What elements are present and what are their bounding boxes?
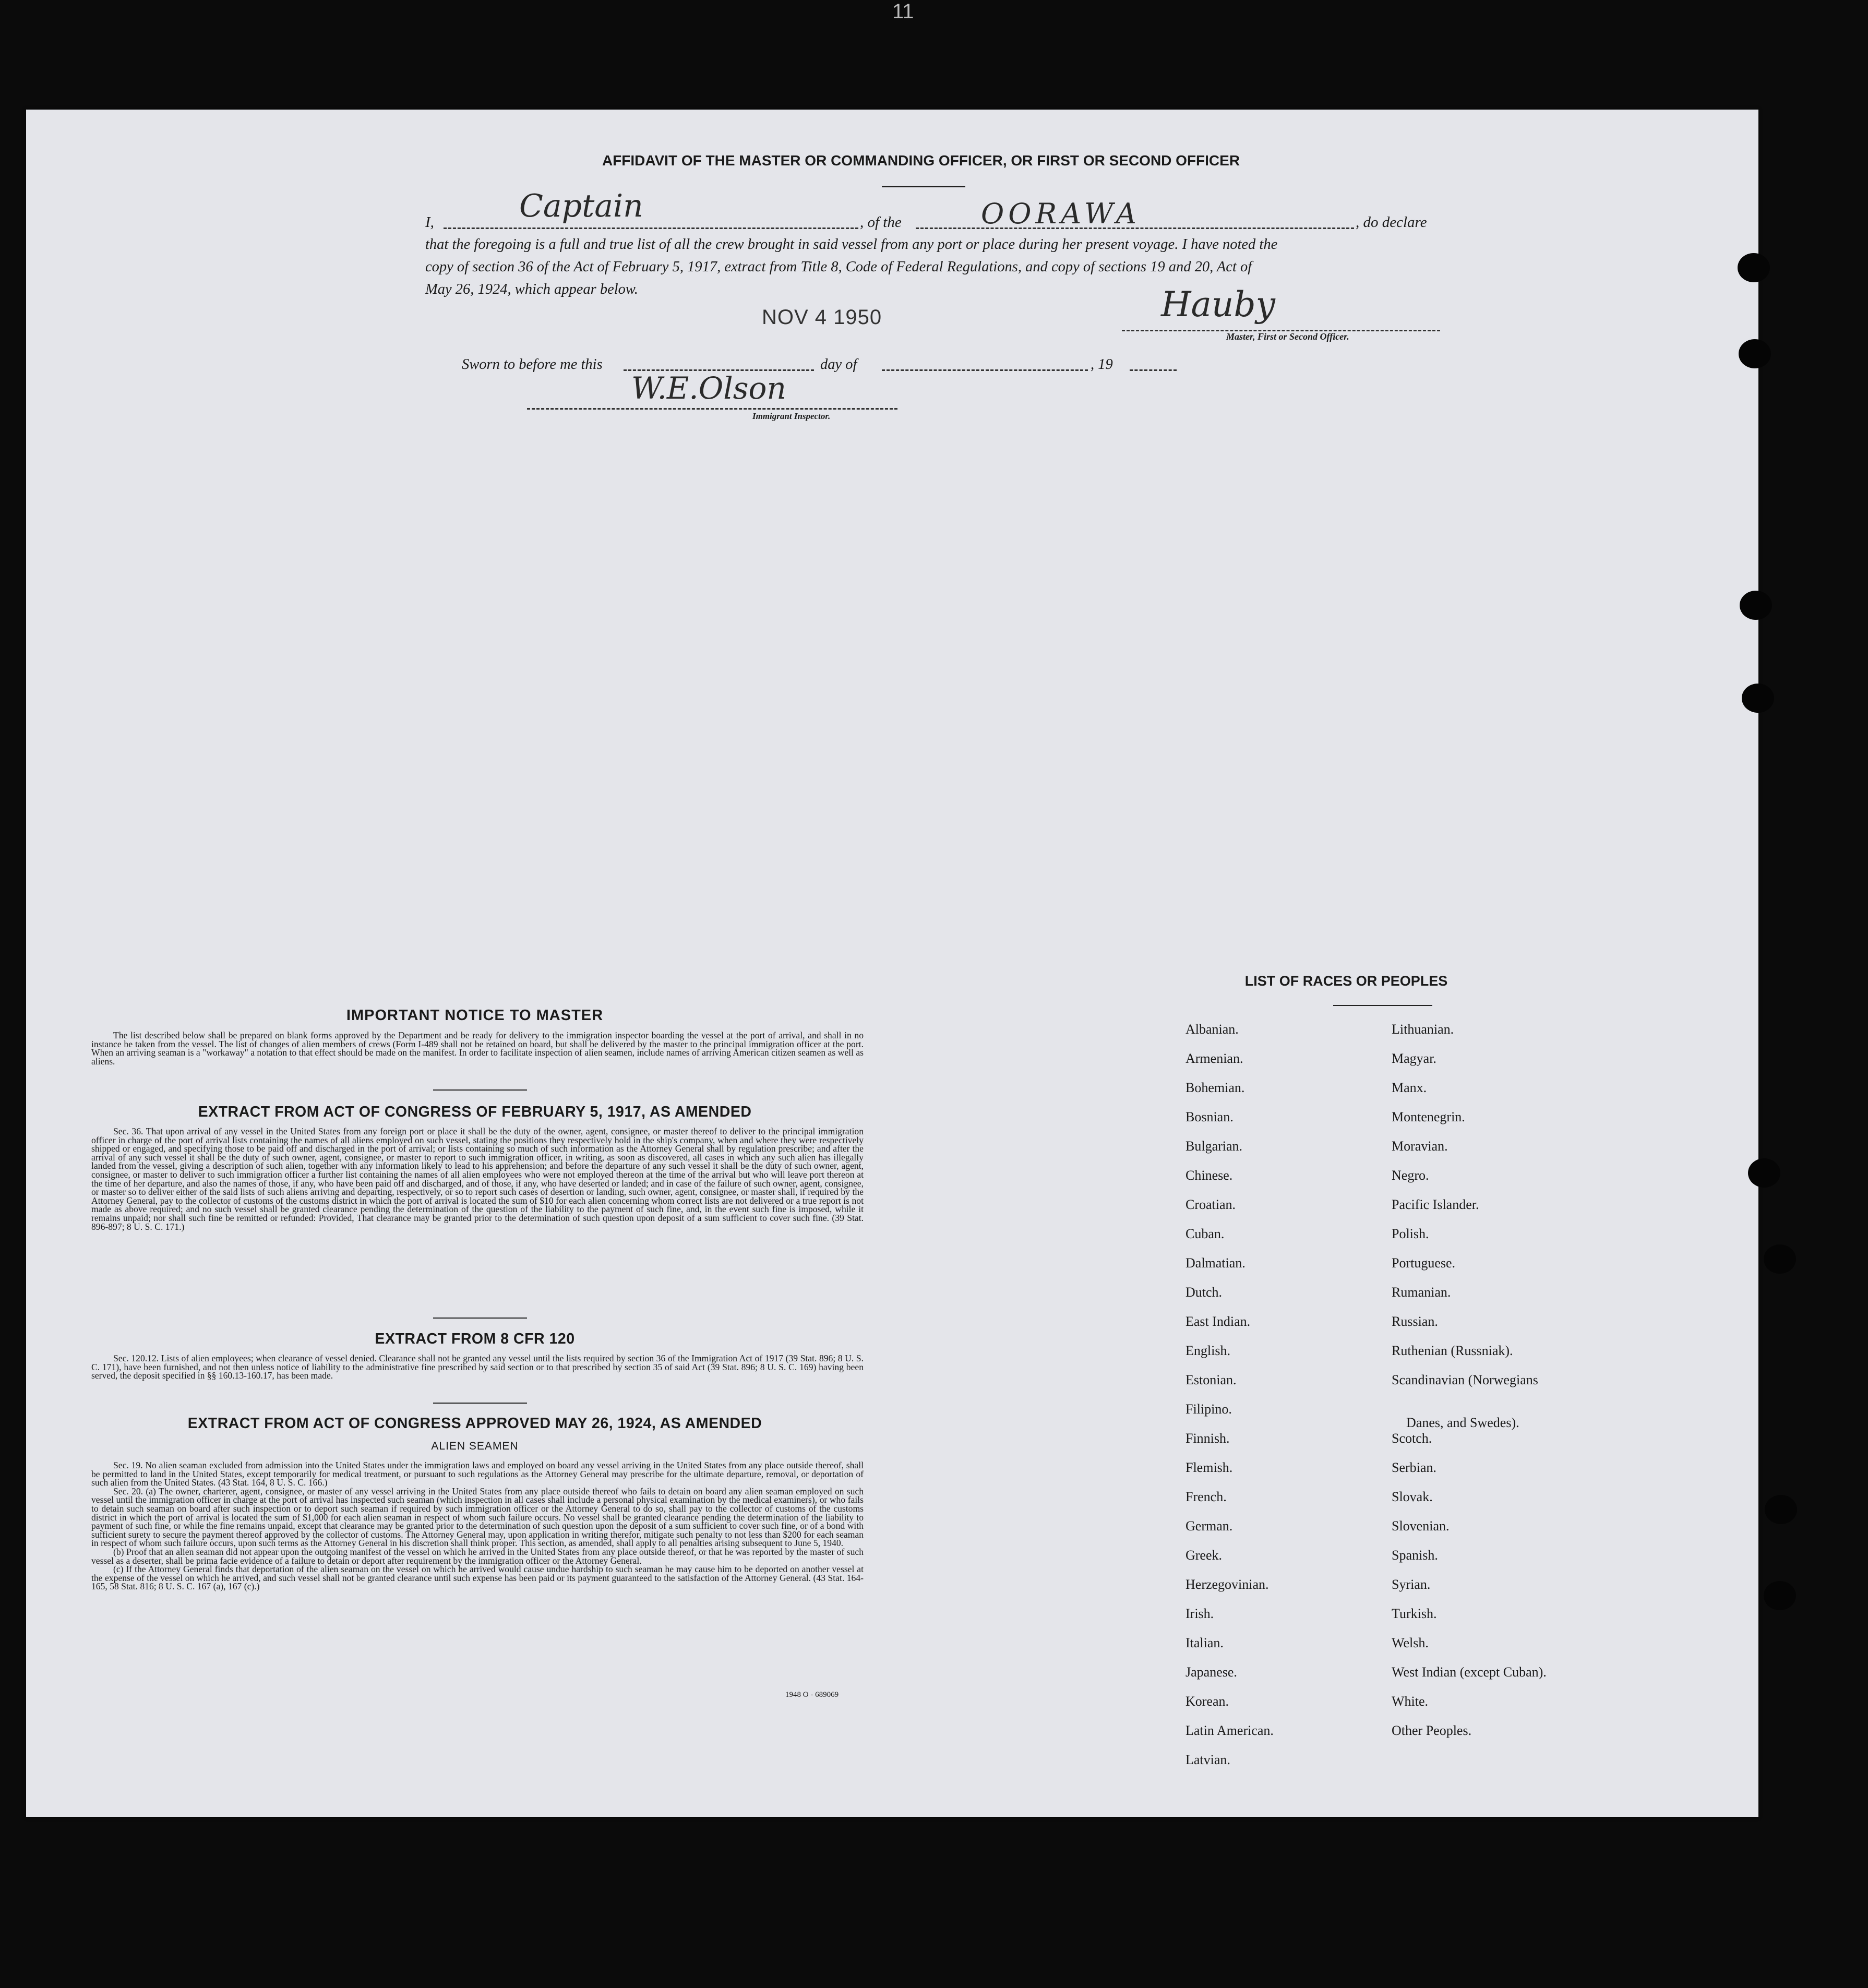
race-item: Moravian. (1392, 1139, 1448, 1154)
race-item: Russian. (1392, 1314, 1438, 1329)
race-item: Albanian. (1186, 1022, 1239, 1037)
race-item: Manx. (1392, 1080, 1427, 1095)
extract-1924-title: EXTRACT FROM ACT OF CONGRESS APPROVED MAY 26, 1924, AS AMENDED (187, 1415, 762, 1432)
year-label: , 19 (1091, 356, 1113, 373)
sworn-year-line (1130, 369, 1177, 371)
extract-cfr-title: EXTRACT FROM 8 CFR 120 (375, 1331, 575, 1347)
punch-hole (1739, 339, 1771, 368)
section-20c-paragraph: (c) If the Attorney General finds that deportation of the alien seaman on the vessel on which he arrived would cause undue hardship to such seaman he may cause him to be deported on another vessel at the expense of the vessel on which he arrived, and such vessel shall not be granted clearance until such expense has been paid or its payment guaranteed to the satisfaction of the Attorney General. (43 Stat. 164-165, 58 Stat. 816; 8 U. S. C. 167 (a), 167 (c).) (91, 1564, 864, 1592)
race-item: Latin American. (1186, 1723, 1274, 1738)
race-item: Portuguese. (1392, 1255, 1456, 1271)
day-of-label: day of (820, 356, 857, 373)
extract-1917-text (91, 1127, 864, 1231)
punch-hole (1764, 1581, 1796, 1610)
race-item: Montenegrin. (1392, 1109, 1465, 1124)
document-page (26, 110, 1758, 1817)
vessel-handwritten: OORAWA (981, 197, 1141, 230)
race-item: Japanese. (1186, 1664, 1237, 1680)
race-item: Scotch. (1392, 1431, 1432, 1446)
master-label: Master, First or Second Officer. (1226, 331, 1349, 342)
race-item: West Indian (except Cuban). (1392, 1664, 1547, 1680)
race-item: Turkish. (1392, 1606, 1437, 1621)
extract-cfr-divider (433, 1403, 527, 1404)
race-item: Syrian. (1392, 1577, 1431, 1592)
print-code: 1948 O - 689069 (785, 1691, 839, 1699)
extract-cfr-text (91, 1354, 864, 1380)
punch-hole (1765, 1495, 1797, 1524)
race-item: Slovak. (1392, 1489, 1433, 1504)
race-item: Greek. (1186, 1548, 1223, 1563)
race-item: Polish. (1392, 1226, 1429, 1241)
race-item: White. (1392, 1694, 1429, 1709)
race-item: Bosnian. (1186, 1109, 1234, 1124)
punch-hole (1742, 684, 1774, 713)
race-item: Herzegovinian. (1186, 1577, 1269, 1592)
race-item: Dalmatian. (1186, 1255, 1246, 1271)
race-item: Other Peoples. (1392, 1723, 1472, 1738)
inspector-signature: W.E.Olson (631, 370, 786, 406)
race-item: Negro. (1392, 1168, 1429, 1183)
inspector-label: Immigrant Inspector. (752, 411, 831, 421)
race-item: Filipino. (1186, 1402, 1232, 1417)
race-item: Serbian. (1392, 1460, 1436, 1475)
race-item: Bohemian. (1186, 1080, 1245, 1095)
section-20a-paragraph: Sec. 20. (a) The owner, charterer, agent, consignee, or master of any vessel arriving in the United States from any place outside thereof who fails to detain on board any alien seaman employed on such vessel until the immigration officer in charge at the port of arrival has inspected such seaman (which inspection in all cases shall include a personal physical examination by the medical examiners), or who fails to detain such seaman on board after such inspection or to deport such seaman if required by such immigration officer or the Attorney General to do so, shall pay to the collector of customs of the customs district in which the port of arrival is located the sum of $1,000 for each alien seaman in respect of whom such failure occurs. No vessel shall be granted clearance pending the determination of the liability to payment of such fine, or while the fine remains unpaid, except that clearance may be granted prior to the determination of such question upon the deposit of a sum sufficient to cover such fine, or of a bond with sufficient surety to secure the payment thereof approved by the collector of customs. The Attorney General may, upon application in writing therefor, mitigate such penalty to not less than $200 for each seaman in respect of whom such failure occurs, upon such terms as the Attorney General in his discretion shall think proper. This section, as amended, shall apply to all penalties arising subsequent to June 5, 1940. (91, 1486, 864, 1549)
inspector-signature-line (527, 408, 897, 410)
punch-hole (1740, 591, 1772, 620)
race-item: Cuban. (1186, 1226, 1225, 1241)
race-item: Welsh. (1392, 1635, 1429, 1650)
extract-1924-text (91, 1461, 864, 1591)
race-item: Estonian. (1186, 1372, 1237, 1387)
race-item: German. (1186, 1518, 1233, 1534)
punch-hole (1738, 253, 1770, 282)
race-item: Finnish. (1186, 1431, 1230, 1446)
of-the-label: , of the (860, 214, 902, 231)
do-declare-label: , do declare (1356, 214, 1427, 231)
sworn-label: Sworn to before me this (462, 356, 603, 373)
date-stamp: NOV 4 1950 (762, 306, 882, 329)
notice-text (91, 1031, 864, 1065)
race-item: Croatian. (1186, 1197, 1236, 1212)
affidavit-line-2: that the foregoing is a full and true list of all the crew brought in said vessel from any port or place during her present voyage. I have noted the (425, 236, 1278, 253)
race-item: Bulgarian. (1186, 1139, 1243, 1154)
notice-title: IMPORTANT NOTICE TO MASTER (346, 1007, 604, 1024)
affidavit-line-3: copy of section 36 of the Act of February 5, 1917, extract from Title 8, Code of Federal Regulations, and copy of sections 19 and 20, Act of (425, 259, 1252, 275)
notice-paragraph: The list described below shall be prepared on blank forms approved by the Department and be ready for delivery to the immigration inspector boarding the vessel at the port of arrival, and shall in no instance be taken from the vessel. The list of changes of alien members of crews (Form I-489 shall not be retained on board, but shall be delivered by the master to the principal immigration officer at the port. When an arriving seaman is a "workaway" a notation to that effect should be made on the manifest. In order to facilitate inspection of alien seamen, include names of arriving American citizen seamen as well as aliens. (91, 1030, 864, 1067)
punch-hole (1764, 1244, 1796, 1274)
race-item: Magyar. (1392, 1051, 1436, 1066)
title-underline (882, 186, 965, 187)
affidavit-title: AFFIDAVIT OF THE MASTER OR COMMANDING OFFICER, OR FIRST OR SECOND OFFICER (602, 152, 1240, 169)
race-item: Lithuanian. (1392, 1022, 1454, 1037)
race-item: Rumanian. (1392, 1285, 1451, 1300)
section-19-paragraph: Sec. 19. No alien seaman excluded from admission into the United States under the immigration laws and employed on board any vessel arriving in the United States from any place outside thereof, shall be permitted to land in the United States, except temporarily for medical treatment, or pursuant to such regulations as the Attorney General may prescribe for the ultimate departure, removal, or deportation of such alien from the United States. (43 Stat. 164, 8 U. S. C. 166.) (91, 1460, 864, 1488)
punch-hole (1748, 1158, 1780, 1188)
section-36-paragraph: Sec. 36. That upon arrival of any vessel in the United States from any foreign port or place it shall be the duty of the owner, agent, consignee, or master thereof to deliver to the principal immigration officer in charge of the port of arrival lists containing the names of all aliens employed on such vessel, stating the positions they respectively hold in the ship's company, when and where they were respectively shipped or engaged, and specifying those to be paid off and discharged in the port of arrival; or lists containing so much of such information as the Attorney General shall by regulation prescribe; and after the arrival of any such vessel it shall be the duty of such owner, agent, consignee, or master to report to such immigration officer, in writing, as soon as discovered, all cases in which any such alien has illegally landed from the vessel, giving a description of such alien, together with any information likely to lead to his apprehension; and before the departure of any such vessel it shall be the duty of such owner, agent, consignee, or master to deliver to such immigration officer a further list containing the names of all alien employees who were not employed thereon at the time of the arrival but who will leave port thereon at the time of her departure, and also the names of those, if any, who have been paid off and discharged, and of those, if any, who have deserted or landed; and in case of the failure of such owner, agent, consignee, or master so to deliver either of the said lists of such aliens arriving and departing, respectively, or so to report such cases of desertion or landing, such owner, agent, consignee, or master shall, if required by the Attorney General, pay to the collector of customs of the customs district in which the port of arrival is located the sum of $10 for each alien concerning whom correct lists are not delivered or a true report is not made as above required; and no such vessel shall be granted clearance pending the determination of the question of the liability to the payment of such fine, and, in the event such fine is imposed, while it remains unpaid; nor shall such fine be remitted or refunded: Provided, That clearance may be granted prior to the determination of such question upon deposit of a sum sufficient to cover such fine. (39 Stat. 896-897; 8 U. S. C. 171.) (91, 1126, 864, 1232)
name-line (444, 227, 858, 229)
section-120-paragraph: Sec. 120.12. Lists of alien employees; when clearance of vessel denied. Clearance shall not be granted any vessel until the lists required by section 36 of the Immigration Act of 1917 (39 Stat. 896; 8 U. S. C. 171), have been furnished, and not then unless notice of liability to the administrative fine prescribed by said section or to that prescribed by section 35 of said Act (39 Stat. 896; 8 U. S. C. 169) having been served, the deposit specified in §§ 160.13-160.17, has been made. (91, 1353, 864, 1381)
race-item: English. (1186, 1343, 1230, 1358)
race-item: Italian. (1186, 1635, 1224, 1650)
race-item: French. (1186, 1489, 1227, 1504)
race-item: Korean. (1186, 1694, 1229, 1709)
extract-1917-divider (433, 1318, 527, 1319)
race-item: Dutch. (1186, 1285, 1223, 1300)
race-item: Pacific Islander. (1392, 1197, 1479, 1212)
sworn-month-line (882, 369, 1088, 371)
scan-mark: 11 (892, 0, 914, 23)
races-underline (1333, 1005, 1432, 1006)
races-title: LIST OF RACES OR PEOPLES (1244, 973, 1448, 989)
notice-divider (433, 1089, 527, 1091)
race-item: Armenian. (1186, 1051, 1243, 1066)
race-item: Danes, and Swedes). (1406, 1415, 1519, 1430)
race-item: Spanish. (1392, 1548, 1438, 1563)
master-signature: Hauby (1161, 284, 1275, 325)
race-item: Latvian. (1186, 1752, 1230, 1767)
captain-handwritten: Captain (519, 188, 643, 224)
race-item: Flemish. (1186, 1460, 1233, 1475)
race-item: Irish. (1186, 1606, 1214, 1621)
alien-seamen-subtitle: ALIEN SEAMEN (431, 1440, 519, 1452)
affidavit-i-label: I, (425, 214, 434, 231)
race-item: Chinese. (1186, 1168, 1233, 1183)
race-item: Ruthenian (Russniak). (1392, 1343, 1513, 1358)
section-20b-paragraph: (b) Proof that an alien seaman did not appear upon the outgoing manifest of the vessel on which he arrived in the United States from any place outside thereof, or that he was reported by the master of such vessel as a deserter, shall be prima facie evidence of a failure to detain or deport after requirement by the immigration officer or the Attorney General. (91, 1546, 864, 1566)
race-item: East Indian. (1186, 1314, 1251, 1329)
race-item: Slovenian. (1392, 1518, 1450, 1534)
race-item: Scandinavian (Norwegians (1392, 1372, 1538, 1387)
extract-1917-title: EXTRACT FROM ACT OF CONGRESS OF FEBRUARY 5, 1917, AS AMENDED (198, 1104, 752, 1120)
affidavit-line-4: May 26, 1924, which appear below. (425, 281, 638, 297)
